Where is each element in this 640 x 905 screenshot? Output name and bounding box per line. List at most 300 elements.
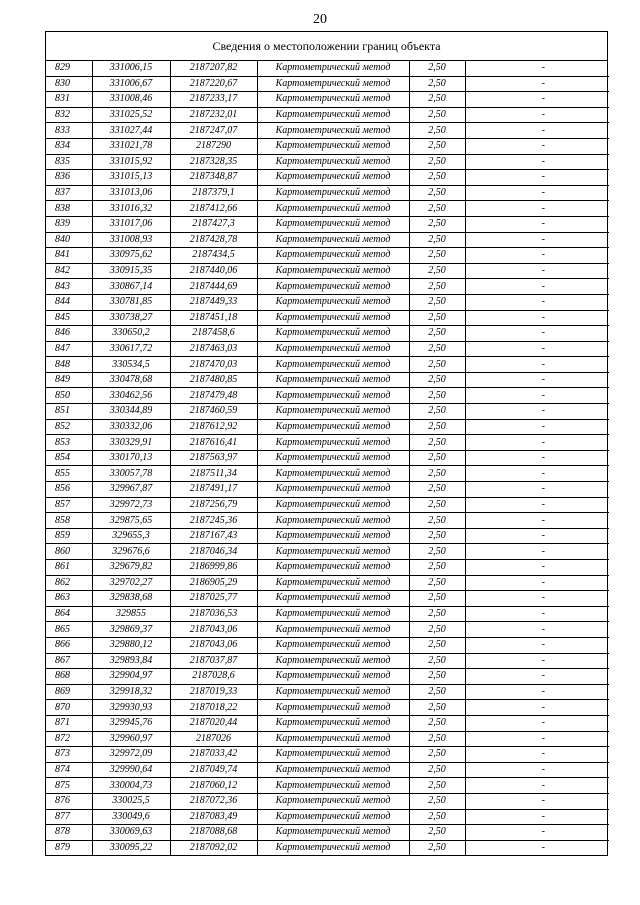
method-cell: Картометрический метод: [257, 232, 409, 248]
method-cell: Картометрический метод: [257, 684, 409, 700]
accuracy-cell: 2,50: [409, 622, 465, 638]
note-cell: -: [465, 419, 609, 435]
note-cell: -: [465, 544, 609, 560]
y-coordinate-cell: 2187616,41: [170, 435, 257, 451]
y-coordinate-cell: 2187449,33: [170, 294, 257, 310]
note-cell: -: [465, 684, 609, 700]
y-coordinate-cell: 2187019,33: [170, 684, 257, 700]
point-number-cell: 849: [46, 372, 92, 388]
y-coordinate-cell: 2187256,79: [170, 497, 257, 513]
note-cell: -: [465, 513, 609, 529]
note-cell: -: [465, 76, 609, 92]
table-row: [46, 279, 609, 295]
point-number-cell: 835: [46, 154, 92, 170]
point-number-cell: 853: [46, 435, 92, 451]
accuracy-cell: 2,50: [409, 123, 465, 139]
note-cell: -: [465, 669, 609, 685]
x-coordinate-cell: 329875,65: [92, 513, 170, 529]
table-row: [46, 419, 609, 435]
accuracy-cell: 2,50: [409, 201, 465, 217]
method-cell: Картометрический метод: [257, 778, 409, 794]
point-number-cell: 839: [46, 216, 92, 232]
note-cell: -: [465, 185, 609, 201]
y-coordinate-cell: 2187458,6: [170, 326, 257, 342]
note-cell: -: [465, 388, 609, 404]
point-number-cell: 834: [46, 138, 92, 154]
x-coordinate-cell: 331021,78: [92, 138, 170, 154]
method-cell: Картометрический метод: [257, 450, 409, 466]
point-number-cell: 872: [46, 731, 92, 747]
point-number-cell: 878: [46, 825, 92, 841]
point-number-cell: 876: [46, 793, 92, 809]
method-cell: Картометрический метод: [257, 513, 409, 529]
note-cell: -: [465, 575, 609, 591]
note-cell: -: [465, 138, 609, 154]
note-cell: -: [465, 809, 609, 825]
x-coordinate-cell: 331015,13: [92, 170, 170, 186]
point-number-cell: 833: [46, 123, 92, 139]
x-coordinate-cell: 330069,63: [92, 825, 170, 841]
note-cell: -: [465, 232, 609, 248]
method-cell: Картометрический метод: [257, 357, 409, 373]
y-coordinate-cell: 2187460,59: [170, 404, 257, 420]
table-row: [46, 637, 609, 653]
method-cell: Картометрический метод: [257, 560, 409, 576]
x-coordinate-cell: 330478,68: [92, 372, 170, 388]
note-cell: -: [465, 606, 609, 622]
method-cell: Картометрический метод: [257, 341, 409, 357]
method-cell: Картометрический метод: [257, 419, 409, 435]
point-number-cell: 864: [46, 606, 92, 622]
x-coordinate-cell: 331027,44: [92, 123, 170, 139]
y-coordinate-cell: 2187043,06: [170, 622, 257, 638]
accuracy-cell: 2,50: [409, 560, 465, 576]
accuracy-cell: 2,50: [409, 419, 465, 435]
table-row: [46, 107, 609, 123]
x-coordinate-cell: 330057,78: [92, 466, 170, 482]
x-coordinate-cell: 330049,6: [92, 809, 170, 825]
point-number-cell: 840: [46, 232, 92, 248]
note-cell: -: [465, 435, 609, 451]
y-coordinate-cell: 2186999,86: [170, 560, 257, 576]
method-cell: Картометрический метод: [257, 404, 409, 420]
x-coordinate-cell: 330617,72: [92, 341, 170, 357]
table-row: [46, 591, 609, 607]
note-cell: -: [465, 482, 609, 498]
y-coordinate-cell: 2187083,49: [170, 809, 257, 825]
x-coordinate-cell: 331025,52: [92, 107, 170, 123]
point-number-cell: 870: [46, 700, 92, 716]
table-row: [46, 357, 609, 373]
method-cell: Картометрический метод: [257, 185, 409, 201]
x-coordinate-cell: 330004,73: [92, 778, 170, 794]
method-cell: Картометрический метод: [257, 388, 409, 404]
x-coordinate-cell: 331013,06: [92, 185, 170, 201]
y-coordinate-cell: 2187088,68: [170, 825, 257, 841]
table-row: [46, 450, 609, 466]
accuracy-cell: 2,50: [409, 435, 465, 451]
point-number-cell: 844: [46, 294, 92, 310]
method-cell: Картометрический метод: [257, 248, 409, 264]
accuracy-cell: 2,50: [409, 544, 465, 560]
method-cell: Картометрический метод: [257, 92, 409, 108]
method-cell: Картометрический метод: [257, 107, 409, 123]
x-coordinate-cell: 329893,84: [92, 653, 170, 669]
accuracy-cell: 2,50: [409, 700, 465, 716]
y-coordinate-cell: 2187220,67: [170, 76, 257, 92]
x-coordinate-cell: 329679,82: [92, 560, 170, 576]
table-row: [46, 388, 609, 404]
method-cell: Картометрический метод: [257, 279, 409, 295]
point-number-cell: 869: [46, 684, 92, 700]
point-number-cell: 831: [46, 92, 92, 108]
accuracy-cell: 2,50: [409, 731, 465, 747]
point-number-cell: 829: [46, 61, 92, 76]
point-number-cell: 832: [46, 107, 92, 123]
accuracy-cell: 2,50: [409, 263, 465, 279]
y-coordinate-cell: 2187247,07: [170, 123, 257, 139]
accuracy-cell: 2,50: [409, 279, 465, 295]
accuracy-cell: 2,50: [409, 653, 465, 669]
note-cell: -: [541, 841, 545, 853]
table-row: [46, 310, 609, 326]
note-cell: -: [465, 154, 609, 170]
x-coordinate-cell: 329676,6: [92, 544, 170, 560]
method-cell: Картометрический метод: [257, 61, 409, 76]
accuracy-cell: 2,50: [409, 591, 465, 607]
x-coordinate-cell: 331017,06: [92, 216, 170, 232]
accuracy-cell: 2,50: [409, 450, 465, 466]
y-coordinate-cell: 2187028,6: [170, 669, 257, 685]
y-coordinate-cell: 2187167,43: [170, 528, 257, 544]
accuracy-cell: 2,50: [409, 326, 465, 342]
point-number-cell: 861: [46, 560, 92, 576]
y-coordinate-cell: 2187328,35: [170, 154, 257, 170]
point-number-cell: 836: [46, 170, 92, 186]
point-number-cell: 865: [46, 622, 92, 638]
point-number-cell: 838: [46, 201, 92, 217]
y-coordinate-cell: 2187348,87: [170, 170, 257, 186]
table-row: [46, 840, 609, 855]
point-number-cell: 859: [46, 528, 92, 544]
note-cell: -: [465, 622, 609, 638]
note-cell: -: [465, 778, 609, 794]
accuracy-cell: 2,50: [409, 372, 465, 388]
x-coordinate-cell: 329930,93: [92, 700, 170, 716]
note-cell: -: [465, 653, 609, 669]
x-coordinate-cell: 330781,85: [92, 294, 170, 310]
x-coordinate-cell: 329960,97: [92, 731, 170, 747]
accuracy-cell: 2,50: [409, 684, 465, 700]
x-coordinate-cell: 330095,22: [92, 840, 170, 855]
x-coordinate-cell: 329838,68: [92, 591, 170, 607]
y-coordinate-cell: 2187440,06: [170, 263, 257, 279]
y-coordinate-cell: 2187427,3: [170, 216, 257, 232]
note-cell: -: [465, 170, 609, 186]
point-number-cell: 842: [46, 263, 92, 279]
table-row: [46, 560, 609, 576]
note-cell: -: [465, 123, 609, 139]
accuracy-cell: 2,50: [409, 76, 465, 92]
y-coordinate-cell: 2187207,82: [170, 61, 257, 76]
table-row: [46, 684, 609, 700]
note-cell: -: [465, 263, 609, 279]
note-cell: -: [465, 466, 609, 482]
method-cell: Картометрический метод: [257, 653, 409, 669]
note-cell: -: [465, 357, 609, 373]
table-row: [46, 669, 609, 685]
table-row: [46, 653, 609, 669]
method-cell: Картометрический метод: [257, 825, 409, 841]
y-coordinate-cell: 2187444,69: [170, 279, 257, 295]
y-coordinate-cell: 2187020,44: [170, 715, 257, 731]
table-row: [46, 248, 609, 264]
x-coordinate-cell: 330329,91: [92, 435, 170, 451]
note-cell: -: [465, 560, 609, 576]
note-cell: -: [465, 591, 609, 607]
note-cell: -: [465, 762, 609, 778]
y-coordinate-cell: 2187043,06: [170, 637, 257, 653]
accuracy-cell: 2,50: [409, 138, 465, 154]
y-coordinate-cell: 2187470,03: [170, 357, 257, 373]
method-cell: Картометрический метод: [257, 497, 409, 513]
note-cell: -: [465, 279, 609, 295]
point-number-cell: 877: [46, 809, 92, 825]
y-coordinate-cell: 2187245,36: [170, 513, 257, 529]
table-row: [46, 216, 609, 232]
accuracy-cell: 2,50: [409, 310, 465, 326]
x-coordinate-cell: 330650,2: [92, 326, 170, 342]
accuracy-cell: 2,50: [409, 809, 465, 825]
accuracy-cell: 2,50: [409, 170, 465, 186]
accuracy-cell: 2,50: [409, 185, 465, 201]
method-cell: Картометрический метод: [257, 575, 409, 591]
note-cell: -: [465, 700, 609, 716]
table-row: [46, 809, 609, 825]
note-cell: -: [465, 528, 609, 544]
x-coordinate-cell: 331008,46: [92, 92, 170, 108]
method-cell: Картометрический метод: [257, 216, 409, 232]
method-cell: Картометрический метод: [257, 809, 409, 825]
y-coordinate-cell: 2187428,78: [170, 232, 257, 248]
method-cell: Картометрический метод: [257, 310, 409, 326]
table-row: [46, 700, 609, 716]
y-coordinate-cell: 2187480,85: [170, 372, 257, 388]
table-row: [46, 466, 609, 482]
accuracy-cell: 2,50: [409, 497, 465, 513]
y-coordinate-cell: 2187479,48: [170, 388, 257, 404]
point-number-cell: 862: [46, 575, 92, 591]
note-cell: -: [465, 715, 609, 731]
accuracy-cell: 2,50: [409, 778, 465, 794]
table-row: [46, 138, 609, 154]
table-row: [46, 92, 609, 108]
accuracy-cell: 2,50: [409, 216, 465, 232]
table-row: [46, 263, 609, 279]
table-row: [46, 123, 609, 139]
accuracy-cell: 2,50: [409, 793, 465, 809]
note-cell: -: [465, 248, 609, 264]
x-coordinate-cell: 329702,27: [92, 575, 170, 591]
table-row: [46, 170, 609, 186]
method-cell: Картометрический метод: [257, 731, 409, 747]
x-coordinate-cell: 330915,35: [92, 263, 170, 279]
table-row: [46, 528, 609, 544]
accuracy-cell: 2,50: [409, 357, 465, 373]
table-row: [46, 201, 609, 217]
x-coordinate-cell: 329967,87: [92, 482, 170, 498]
x-coordinate-cell: 330332,06: [92, 419, 170, 435]
point-number-cell: 860: [46, 544, 92, 560]
x-coordinate-cell: 331016,32: [92, 201, 170, 217]
accuracy-cell: 2,50: [409, 466, 465, 482]
note-cell: -: [465, 825, 609, 841]
table-row: [46, 61, 609, 76]
table-row: [46, 622, 609, 638]
point-number-cell: 856: [46, 482, 92, 498]
method-cell: Картометрический метод: [257, 715, 409, 731]
x-coordinate-cell: 330867,14: [92, 279, 170, 295]
table-row: [46, 513, 609, 529]
accuracy-cell: 2,50: [409, 606, 465, 622]
x-coordinate-cell: 330344,89: [92, 404, 170, 420]
table-row: [46, 762, 609, 778]
y-coordinate-cell: 2187511,34: [170, 466, 257, 482]
accuracy-cell: 2,50: [409, 669, 465, 685]
x-coordinate-cell: 329945,76: [92, 715, 170, 731]
method-cell: Картометрический метод: [257, 544, 409, 560]
table-row: [46, 731, 609, 747]
point-number-cell: 847: [46, 341, 92, 357]
table-row: [46, 825, 609, 841]
table-row: [46, 154, 609, 170]
x-coordinate-cell: 329972,09: [92, 747, 170, 763]
table-row: [46, 435, 609, 451]
point-number-cell: 866: [46, 637, 92, 653]
x-coordinate-cell: 331015,92: [92, 154, 170, 170]
method-cell: Картометрический метод: [257, 466, 409, 482]
table-row: [46, 232, 609, 248]
x-coordinate-cell: 331006,67: [92, 76, 170, 92]
note-cell: -: [465, 747, 609, 763]
y-coordinate-cell: 2187434,5: [170, 248, 257, 264]
table-row: [46, 404, 609, 420]
y-coordinate-cell: 2187025,77: [170, 591, 257, 607]
y-coordinate-cell: 2187379,1: [170, 185, 257, 201]
x-coordinate-cell: 330025,5: [92, 793, 170, 809]
accuracy-cell: 2,50: [409, 715, 465, 731]
y-coordinate-cell: 2187463,03: [170, 341, 257, 357]
method-cell: Картометрический метод: [257, 669, 409, 685]
accuracy-cell: 2,50: [409, 575, 465, 591]
method-cell: Картометрический метод: [257, 201, 409, 217]
accuracy-cell: 2,50: [409, 61, 465, 76]
method-cell: Картометрический метод: [257, 263, 409, 279]
point-number-cell: 850: [46, 388, 92, 404]
table-row: [46, 185, 609, 201]
y-coordinate-cell: 2187049,74: [170, 762, 257, 778]
point-number-cell: 854: [46, 450, 92, 466]
x-coordinate-cell: 329972,73: [92, 497, 170, 513]
y-coordinate-cell: 2187412,66: [170, 201, 257, 217]
note-cell: -: [465, 404, 609, 420]
point-number-cell: 843: [46, 279, 92, 295]
x-coordinate-cell: 329904,97: [92, 669, 170, 685]
table-row: [46, 341, 609, 357]
note-cell: -: [465, 201, 609, 217]
table-row: [46, 575, 609, 591]
point-number-cell: 841: [46, 248, 92, 264]
y-coordinate-cell: 2187037,87: [170, 653, 257, 669]
y-coordinate-cell: 2187232,01: [170, 107, 257, 123]
method-cell: Картометрический метод: [257, 762, 409, 778]
point-number-cell: 874: [46, 762, 92, 778]
accuracy-cell: 2,50: [409, 154, 465, 170]
table-row: [46, 747, 609, 763]
point-number-cell: 873: [46, 747, 92, 763]
accuracy-cell: 2,50: [409, 637, 465, 653]
method-cell: Картометрический метод: [257, 747, 409, 763]
note-cell: -: [465, 326, 609, 342]
method-cell: Картометрический метод: [257, 637, 409, 653]
x-coordinate-cell: 329869,37: [92, 622, 170, 638]
method-cell: Картометрический метод: [257, 606, 409, 622]
x-coordinate-cell: 331006,15: [92, 61, 170, 76]
point-number-cell: 851: [46, 404, 92, 420]
y-coordinate-cell: 2187233,17: [170, 92, 257, 108]
method-cell: Картометрический метод: [257, 326, 409, 342]
point-number-cell: 848: [46, 357, 92, 373]
note-cell: -: [465, 372, 609, 388]
table-row: [46, 326, 609, 342]
table-row: [46, 778, 609, 794]
x-coordinate-cell: 329990,64: [92, 762, 170, 778]
y-coordinate-cell: 2187563,97: [170, 450, 257, 466]
y-coordinate-cell: 2187491,17: [170, 482, 257, 498]
point-number-cell: 867: [46, 653, 92, 669]
note-cell: -: [465, 793, 609, 809]
boundary-table-sheet: [45, 31, 608, 856]
table-row: [46, 497, 609, 513]
method-cell: Картометрический метод: [257, 482, 409, 498]
table-row: [46, 482, 609, 498]
x-coordinate-cell: 329855: [92, 606, 170, 622]
y-coordinate-cell: 2187290: [170, 138, 257, 154]
table-row: [46, 76, 609, 92]
point-number-cell: 858: [46, 513, 92, 529]
point-number-cell: 868: [46, 669, 92, 685]
x-coordinate-cell: 330975,62: [92, 248, 170, 264]
y-coordinate-cell: 2187072,36: [170, 793, 257, 809]
coordinates-table: [46, 61, 609, 855]
method-cell: Картометрический метод: [257, 793, 409, 809]
accuracy-cell: 2,50: [409, 528, 465, 544]
accuracy-cell: 2,50: [409, 762, 465, 778]
note-cell: -: [465, 731, 609, 747]
method-cell: Картометрический метод: [257, 372, 409, 388]
note-cell: -: [465, 341, 609, 357]
point-number-cell: 855: [46, 466, 92, 482]
table-row: [46, 372, 609, 388]
y-coordinate-cell: 2187046,34: [170, 544, 257, 560]
table-caption: Сведения о местоположении границ объекта: [46, 32, 607, 61]
method-cell: Картометрический метод: [257, 138, 409, 154]
accuracy-cell: 2,50: [409, 294, 465, 310]
accuracy-cell: 2,50: [409, 341, 465, 357]
point-number-cell: 879: [46, 840, 92, 855]
point-number-cell: 875: [46, 778, 92, 794]
x-coordinate-cell: 330170,13: [92, 450, 170, 466]
